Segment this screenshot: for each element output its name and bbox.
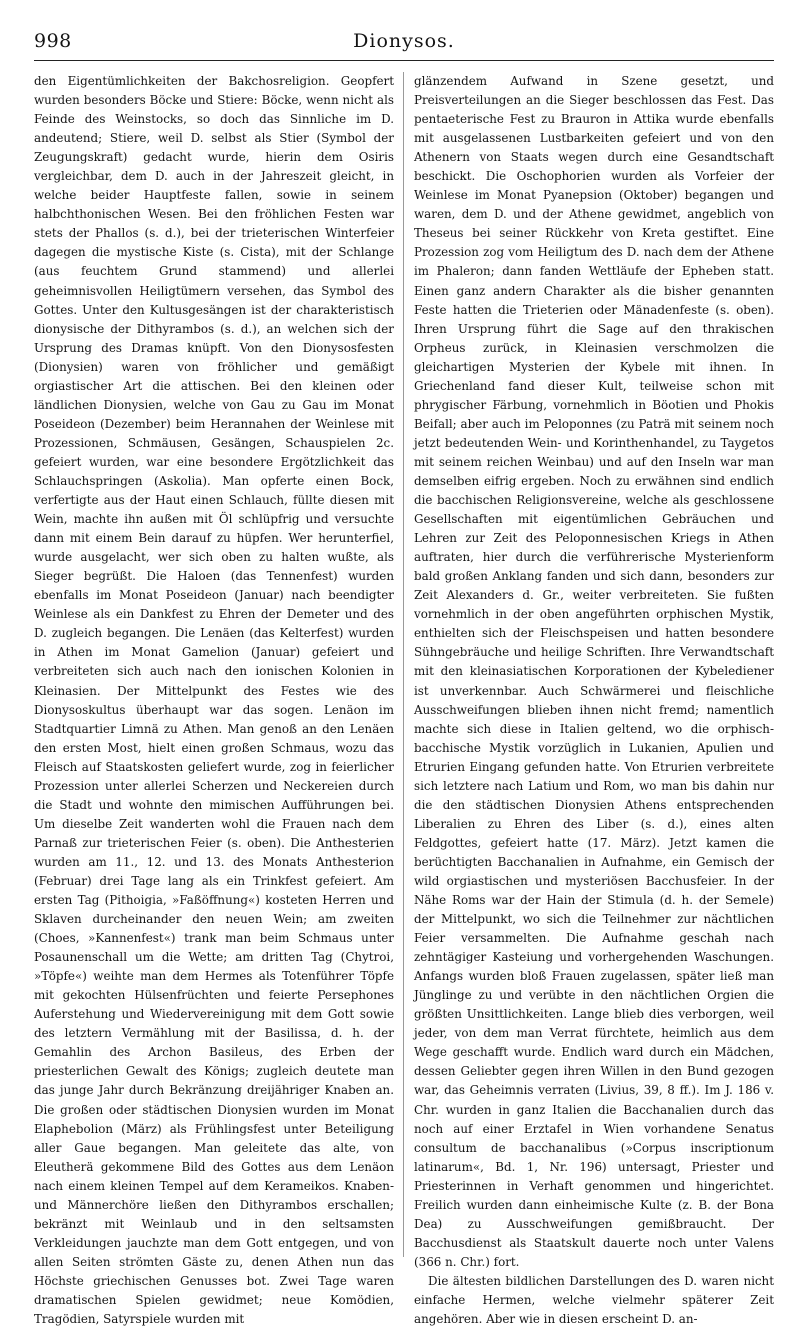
running-title: Dionysos. bbox=[353, 30, 455, 52]
right-column bbox=[414, 72, 774, 1329]
header-rule bbox=[34, 60, 774, 61]
paragraph: glänzendem Aufwand in Szene gesetzt, und Preisverteilungen an die Sieger beschlossen das Fest. Das pentaeterische Fest zu Brauron in Attika wurde ebenfalls mit ausgelassenen Lustbarkeiten gefeiert und von den Athenern von Staats wegen durch eine Gesandtschaft beschickt. Die Oschophorien wurden als Vorfeier der Weinlese im Monat Pyanepsion (Oktober) begangen und waren, dem D. und der Athene gewidmet, angeblich von Theseus bei seiner Rückkehr von Kreta gestiftet. Eine Prozession zog vom Heiligtum des D. nach dem der Athene im Phaleron; dann fanden Wettläufe der Epheben statt. Einen ganz andern Charakter als die bisher genannten Feste hatten die Trieterien oder Mänadenfeste (s. oben). Ihren Ursprung führt die Sage auf den thrakischen Orpheus zurück, in Kleinasien verschmolzen die gleichartigen Mysterien der Kybele mit ihnen. In Griechenland fand dieser Kult, teilweise schon mit phrygischer Färbung, vornehmlich in Böotien und Phokis Beifall; aber auch im Peloponnes (zu Paträ mit seinem noch jetzt bedeutenden Wein- und Korinthenhandel, zu Taygetos mit seinem reichen Weinbau) und auf den Inseln war man demselben eifrig ergeben. Noch zu erwähnen sind endlich die bacchischen Religionsvereine, welche als geschlossene Gesellschaften mit eigentümlichen Gebräuchen und Lehren zur Zeit des Peloponnesischen Kriegs in Athen auftraten, hier durch die verführerische Mysterienform bald großen Anklang fanden und sich dann, besonders zur Zeit Alexanders d. Gr., weiter verbreiteten. Sie fußten vornehmlich in der oben angeführten orphischen Mystik, enthielten sich der Fleischspeisen und hatten besondere Sühngebräuche und heilige Schriften. Ihre Verwandtschaft mit den kleinasiatischen Korporationen der Kybelediener ist unverkennbar. Auch Schwärmerei und fleischliche Ausschweifungen blieben ihnen nicht fremd; namentlich machte sich diese in Italien geltend, wo die orphisch-bacchische Mystik vorzüglich in Lukanien, Apulien und Etrurien Eingang gefunden hatte. Von Etrurien verbreitete sich letztere nach Latium und Rom, wo man bis dahin nur die den städtischen Dionysien Athens entsprechenden Liberalien zu Ehren des Liber (s. d.), eines alten Feldgottes, gefeiert hatte (17. März). Jetzt kamen die berüchtigten Bacchanalien in Aufnahme, ein Gemisch der wild orgiastischen und mysteriösen Bacchusfeier. In der Nähe Roms war der Hain der Stimula (d. h. der Semele) der Mittelpunkt, wo sich die Teilnehmer zur nächtlichen Feier versammelten. Die Aufnahme geschah nach zehntägiger Kasteiung und vorhergehenden Waschungen. Anfangs wurden bloß Frauen zugelassen, später ließ man Jünglinge zu und verübte in den nächtlichen Orgien die größten Unsittlichkeiten. Lange blieb dies verborgen, weil jeder, von dem man Verrat fürchtete, heimlich aus dem Wege geschafft wurde. Endlich ward durch ein Mädchen, dessen Geliebter gegen ihren Willen in den Bund gezogen war, das Geheimnis verraten (Livius, 39, 8 ff.). Im J. 186 v. Chr. wurden in ganz Italien die Bacchanalien durch das noch auf einer Erztafel in Wien vorhandene Senatus consultum de bacchanalibus (»Corpus inscriptionum latinarum«, Bd. 1, Nr. 196) untersagt, Priester und Priesterinnen in Verhaft genommen und hingerichtet. Freilich wurden dann einheimische Kulte (z. B. der Bona Dea) zu Ausschweifungen gemißbraucht. Der Bacchusdienst als Staatskult dauerte noch unter Valens (366 n. Chr.) fort. bbox=[414, 74, 774, 1269]
paragraph: Die ältesten bildlichen Darstellungen des D. waren nicht einfache Hermen, welche vielmehr späterer Zeit angehören. Aber wie in diesen erscheint D. an- bbox=[414, 1273, 774, 1327]
left-column bbox=[34, 72, 394, 1329]
paragraph: den Eigentümlichkeiten der Bakchosreligion. Geopfert wurden besonders Böcke und Stiere: Böcke, wenn nicht als Feinde des Weinstocks, so doch das Sinnliche im D. andeutend; Stiere, weil D. selbst als Stier (Symbol der Zeugungskraft) gedacht wurde, hierin dem Osiris vergleichbar, dem D. auch in der Jahreszeit gleicht, in welche beider Hauptfeste fallen, sowie in seinem halbchthonischen Wesen. Bei den fröhlichen Festen war stets der Phallos (s. d.), bei der trieterischen Winterfeier dagegen die mystische Kiste (s. Cista), mit der Schlange (aus feuchtem Grund stammend) und allerlei geheimnisvollen Heiligtümern versehen, das Symbol des Gottes. Unter den Kultusgesängen ist der charakteristisch dionysische der Dithyrambos (s. d.), an welchen sich der Ursprung des Dramas knüpft. Von den Dionysosfesten (Dionysien) waren von fröhlicher und gemäßigt orgiastischer Art die attischen. Bei den kleinen oder ländlichen Dionysien, welche von Gau zu Gau im Monat Poseideon (Dezember) beim Herannahen der Weinlese mit Prozessionen, Schmäusen, Gesängen, Schauspielen 2c. gefeiert wurden, war eine besondere Ergötzlichkeit das Schlauchspringen (Askolia). Man opferte einen Bock, verfertigte aus der Haut einen Schlauch, füllte diesen mit Wein, machte ihn außen mit Öl schlüpfrig und versuchte dann mit einem Bein darauf zu hüpfen. Wer herunterfiel, wurde ausgelacht, wer sich oben zu halten wußte, als Sieger begrüßt. Die Haloen (das Tennenfest) wurden ebenfalls im Monat Poseideon (Januar) nach beendigter Weinlese als ein Dankfest zu Ehren der Demeter und des D. zugleich begangen. Die Lenäen (das Kelterfest) wurden in Athen im Monat Gamelion (Januar) gefeiert und verbreiteten sich auch nach den ionischen Kolonien in Kleinasien. Der Mittelpunkt des Festes wie des Dionysoskultus überhaupt war das sogen. Lenäon im Stadtquartier Limnä zu Athen. Man genoß an den Lenäen den ersten Most, hielt einen großen Schmaus, wozu das Fleisch auf Staatskosten geliefert wurde, zog in feierlicher Prozession unter allerlei Scherzen und Neckereien durch die Stadt und wohnte den mimischen Aufführungen bei. Um dieselbe Zeit wanderten wohl die Frauen nach dem Parnaß zur trieterischen Feier (s. oben). Die Anthesterien wurden am 11., 12. und 13. des Monats Anthesterion (Februar) drei Tage lang als ein Trinkfest gefeiert. Am ersten Tag (Pithoigia, »Faßöffnung«) kosteten Herren und Sklaven durcheinander den neuen Wein; am zweiten (Choes, »Kannenfest«) trank man beim Schmaus unter Posaunenschall um die Wette; am dritten Tag (Chytroi, »Töpfe«) weihte man dem Hermes als Totenführer Töpfe mit gekochten Hülsenfrüchten und feierte Persephones Auferstehung und Wiedervereinigung mit dem Gott sowie des letztern Vermählung mit der Basilissa, d. h. der Gemahlin des Archon Basileus, des Erben der priesterlichen Gewalt des Königs; zugleich deutete man das junge Jahr durch Bekränzung dreijähriger Knaben an. Die großen oder städtischen Dionysien wurden im Monat Elaphebolion (März) als Frühlingsfest unter Beteiligung aller Gaue begangen. Man geleitete das alte, von Eleutherä gekommene Bild des Gottes aus dem Lenäon nach einem kleinen Tempel auf dem Kerameikos. Knaben- und Männerchöre ließen den Dithyrambos erschallen; bekränzt mit Weinlaub und in den seltsamsten Verkleidungen jauchzte man dem Gott entgegen, und von allen Seiten strömten Gäste zu, denen Athen nun das Höchste griechischen Genusses bot. Zwei Tage waren dramatischen Spielen gewidmet; neue Komödien, Tragödien, Satyrspiele wurden mit bbox=[34, 74, 394, 1327]
page-header bbox=[34, 30, 774, 62]
column-divider bbox=[403, 72, 404, 1257]
page-number: 998 bbox=[34, 30, 72, 52]
